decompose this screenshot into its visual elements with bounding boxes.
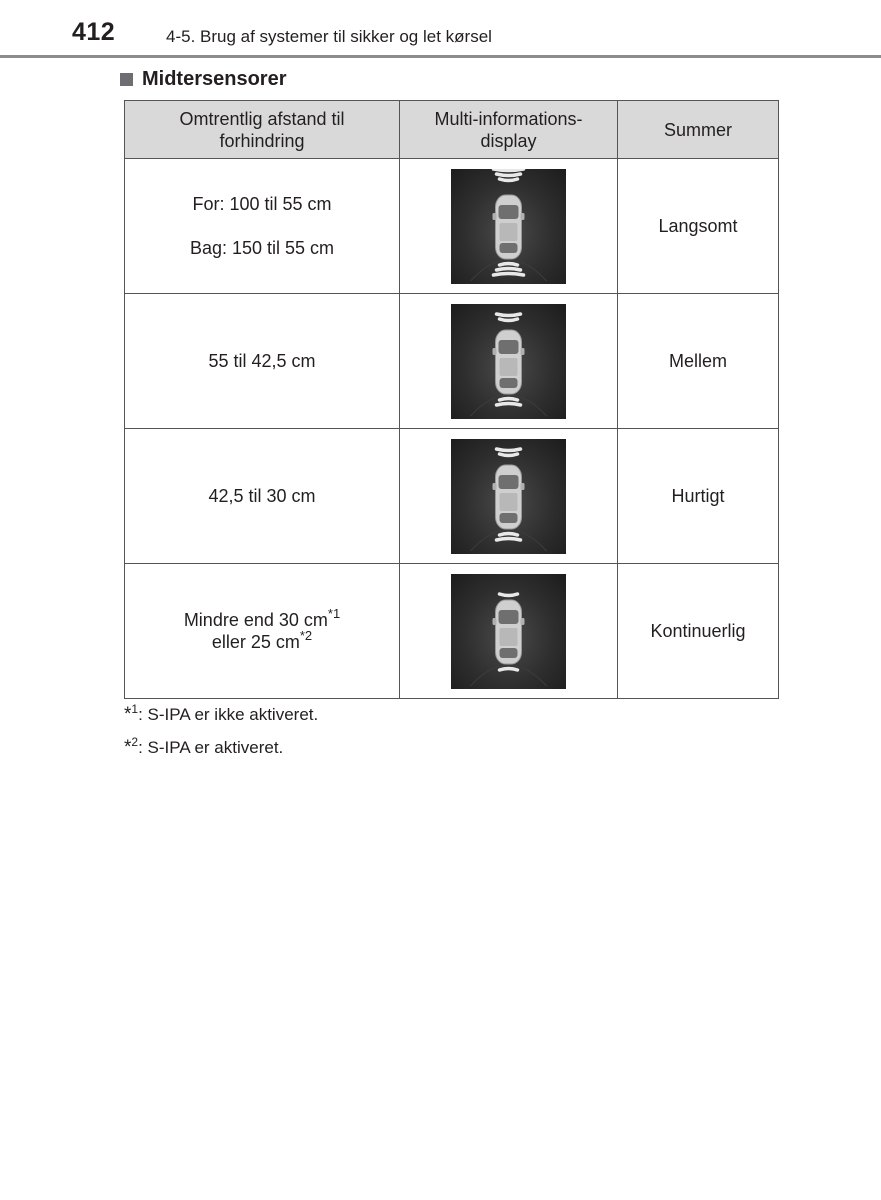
table-row (125, 294, 779, 429)
buzzer-cell: Hurtigt (618, 429, 779, 564)
table-row (125, 159, 779, 294)
header-divider (0, 55, 881, 58)
buzzer-cell: Mellem (618, 294, 779, 429)
car-sensor-display-icon (451, 439, 566, 554)
footnote-ref: *1 (327, 606, 341, 621)
display-cell (400, 564, 618, 699)
buzzer-cell: Langsomt (618, 159, 779, 294)
distance-cell: 55 til 42,5 cm (125, 294, 400, 429)
chapter-title: 4-5. Brug af systemer til sikker og let kørsel (166, 27, 492, 46)
car-sensor-display-icon (451, 304, 566, 419)
display-cell (400, 294, 618, 429)
section-heading-text: Midtersensorer (142, 68, 287, 90)
buzzer-cell: Kontinuerlig (618, 564, 779, 699)
distance-cell: 42,5 til 30 cm (125, 429, 400, 564)
square-bullet-icon (120, 73, 133, 86)
table-row (125, 429, 779, 564)
footnote-ref: *2 (299, 628, 313, 643)
car-sensor-display-icon (451, 169, 566, 284)
table-header-row (125, 101, 779, 159)
table-row (125, 564, 779, 699)
column-header-distance: Omtrentlig afstand til forhindring (125, 101, 400, 159)
sensor-table (124, 100, 779, 699)
distance-cell: Mindre end 30 cm$^{*1}$ eller 25 cm$^{*2}$ (125, 564, 400, 699)
page-number: 412 (72, 18, 116, 46)
display-cell (400, 159, 618, 294)
section-heading (120, 68, 287, 91)
display-cell (400, 429, 618, 564)
column-header-display: Multi-informations- display (400, 101, 618, 159)
footnote-2: *$^2$: S-IPA er aktiveret. (124, 735, 284, 758)
distance-cell: For: 100 til 55 cm Bag: 150 til 55 cm (125, 159, 400, 294)
column-header-buzzer: Summer (618, 101, 779, 159)
footnote-1: *$^1$: S-IPA er ikke aktiveret. (124, 702, 319, 725)
car-sensor-display-icon (451, 574, 566, 689)
